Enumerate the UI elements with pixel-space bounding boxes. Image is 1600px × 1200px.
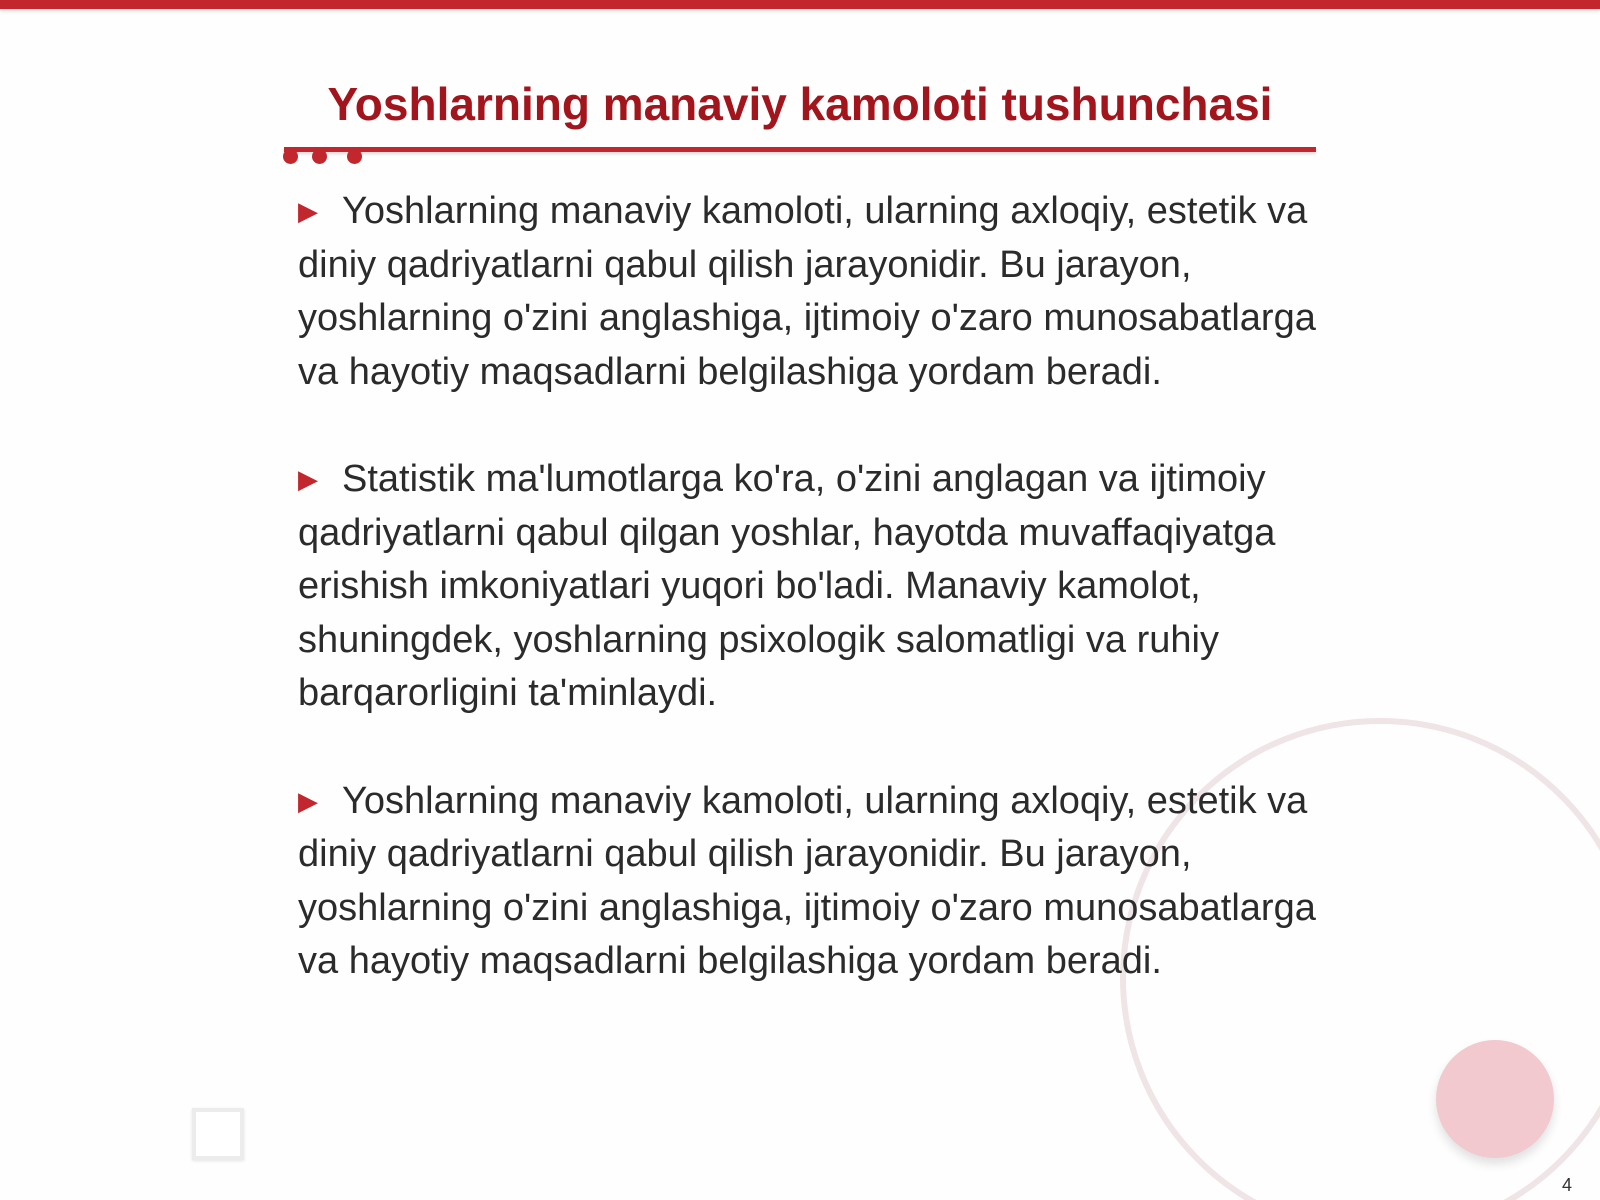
bullet-list <box>298 185 1318 1043</box>
bullet-item <box>298 775 1318 989</box>
bullet-text: Yoshlarning manaviy kamoloti, ularning axloqiy, estetik va diniy qadriyatlarni qabul qilish jarayonidir. Bu jarayon, yoshlarning o'zini anglashiga, ijtimoiy o'zaro munosabatlarga va hayotiy maqsadlarni belgilashiga yordam beradi. <box>298 779 1316 982</box>
dot <box>312 149 327 164</box>
page-number: 4 <box>1561 1175 1572 1195</box>
title-dots <box>283 149 373 167</box>
dot <box>347 149 362 164</box>
title-underline <box>284 147 1316 152</box>
bullet-item <box>298 453 1318 721</box>
dot <box>283 149 298 164</box>
top-accent-bar <box>0 0 1600 9</box>
slide-title: Yoshlarning manaviy kamoloti tushunchasi <box>327 78 1273 130</box>
decorative-pink-circle <box>1436 1040 1554 1158</box>
bullet-text: Yoshlarning manaviy kamoloti, ularning axloqiy, estetik va diniy qadriyatlarni qabul qilish jarayonidir. Bu jarayon, yoshlarning o'zini anglashiga, ijtimoiy o'zaro munosabatlarga va hayotiy maqsadlarni belgilashiga yordam beradi. <box>298 190 1316 393</box>
bullet-item <box>298 185 1318 399</box>
bullet-text: Statistik ma'lumotlarga ko'ra, o'zini anglagan va ijtimoiy qadriyatlarni qabul qilgan yoshlar, hayotda muvaffaqiyatga erishish imkoniyatlari yuqori bo'ladi. Manaviy kamolot, shuningdek, yoshlarning psixologik salomatligi va ruhiy barqarorligini ta'minlaydi. <box>298 458 1276 714</box>
triangle-bullet-icon: ▶ <box>298 785 318 816</box>
triangle-bullet-icon: ▶ <box>298 464 318 494</box>
decorative-square <box>192 1108 244 1160</box>
triangle-bullet-icon: ▶ <box>298 196 318 226</box>
